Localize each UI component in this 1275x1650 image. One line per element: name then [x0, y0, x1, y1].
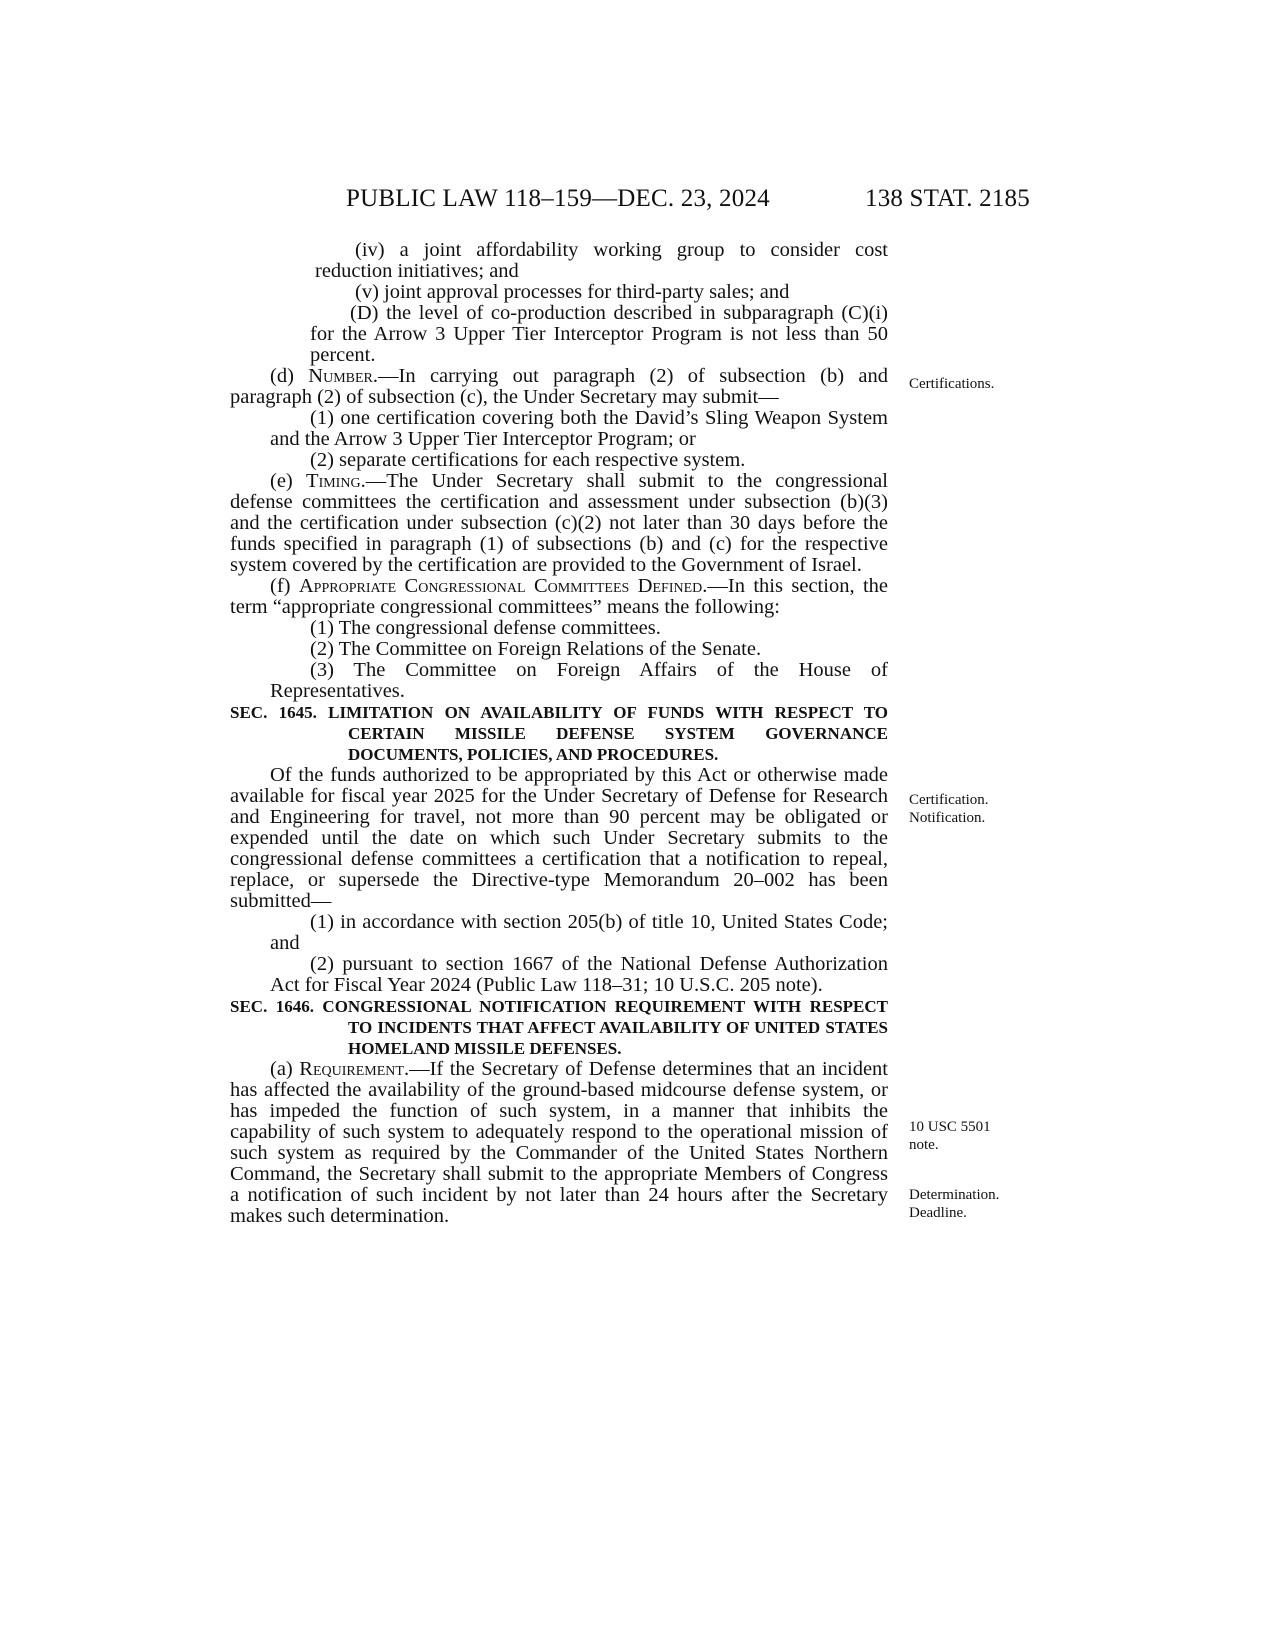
- subsection-e-heading: Timing: [306, 470, 361, 492]
- section-1646-heading: SEC. 1646. CONGRESSIONAL NOTIFICATION REQUIREMENT WITH RESPECT TO INCIDENTS THAT AFFECT AVAILABILITY OF UNITED STATES HOMELAND MISSILE DEFENSES.: [230, 997, 888, 1058]
- section-1645-heading: SEC. 1645. LIMITATION ON AVAILABILITY OF FUNDS WITH RESPECT TO CERTAIN MISSILE DEFENSE SYSTEM GOVERNANCE DOCUMENTS, POLICIES, AND PROCEDURES.: [230, 703, 888, 764]
- subsection-f-item-1: (1) The congressional defense committees.: [310, 617, 661, 639]
- clause-iv: (iv) a joint affordability working group to consider cost reduction initiatives; and: [315, 239, 888, 282]
- margin-note-certifications: [909, 375, 994, 393]
- subparagraph-d: (D) the level of co-production described in subparagraph (C)(i) for the Arrow 3 Upper Tier Interceptor Program is not less than 50 percent.: [310, 302, 888, 366]
- subsection-e-text: .—The Under Secretary shall submit to the congressional defense committees the certification and assessment under subsection (b)(3) and the certification under subsection (c)(2) not later than 30 days before the funds specified in paragraph (1) of subsections (b) and (c) for the respective system covered by the certification are provided to the Government of Israel.: [230, 470, 888, 576]
- page-header: [0, 185, 1275, 225]
- margin-note-text: Notification.: [909, 810, 986, 826]
- subsection-f: [230, 576, 888, 618]
- clause-v: (v) joint approval processes for third-party sales; and: [355, 281, 790, 303]
- margin-note-determination-deadline: [909, 1186, 999, 1222]
- running-title: PUBLIC LAW 118–159—DEC. 23, 2024: [346, 185, 770, 212]
- margin-note-text: note.: [909, 1137, 939, 1153]
- section-1646-subsection-a: [230, 1059, 888, 1227]
- section-1645-item-1: (1) in accordance with section 205(b) of title 10, United States Code; and: [270, 911, 888, 954]
- page-number: 138 STAT. 2185: [865, 185, 1030, 212]
- subsection-f-item-3: (3) The Committee on Foreign Affairs of the House of Representatives.: [270, 659, 888, 702]
- subsection-f-text: .—In this section, the term “appropriate congressional committees” means the following:: [230, 575, 889, 618]
- subsection-f-heading: Appropriate Congressional Committees Defined: [298, 575, 703, 597]
- subsection-d-text: .—In carrying out paragraph (2) of subsection (b) and paragraph (2) of subsection (c), the Under Secretary may submit—: [230, 365, 889, 408]
- margin-note-text: Determination.: [909, 1187, 1000, 1203]
- margin-note-text: Deadline.: [909, 1205, 967, 1221]
- subsection-f-lead: (f): [270, 575, 299, 597]
- margin-note-usc: [909, 1118, 991, 1154]
- subsection-e-lead: (e): [270, 470, 307, 492]
- margin-notes: [909, 0, 1049, 1650]
- margin-note-text: 10 USC 5501: [909, 1119, 991, 1135]
- subsection-d-item-2: (2) separate certifications for each respective system.: [310, 449, 746, 471]
- subsection-d-lead: (d): [270, 365, 309, 387]
- subsection-e: [230, 471, 888, 576]
- main-text: [230, 240, 888, 1227]
- subsection-d-heading: Number: [308, 365, 373, 387]
- subsection-a-lead: (a): [270, 1058, 300, 1080]
- margin-note-text: Certification.: [909, 792, 989, 808]
- margin-note-text: Certifications.: [909, 376, 995, 392]
- subsection-a-text: .—If the Secretary of Defense determines that an incident has affected the availability of the ground-based midcourse defense system, or has impeded the function of such system, in a manner that inhibits the capability of such system to adequately respond to the operational mission of such system as required by the Commander of the United States Northern Command, the Secretary shall submit to the appropriate Members of Congress a notification of such incident by not later than 24 hours after the Secretary makes such determination.: [230, 1058, 888, 1227]
- subsection-a-heading: Requirement: [299, 1058, 404, 1080]
- margin-note-certification-notification: [909, 791, 989, 827]
- section-1645-item-2: (2) pursuant to section 1667 of the National Defense Authorization Act for Fiscal Year 2024 (Public Law 118–31; 10 U.S.C. 205 note).: [270, 953, 888, 996]
- subsection-d-item-1: (1) one certification covering both the David’s Sling Weapon System and the Arrow 3 Upper Tier Interceptor Program; or: [270, 407, 888, 450]
- subsection-f-item-2: (2) The Committee on Foreign Relations of the Senate.: [310, 638, 762, 660]
- section-1645-body: Of the funds authorized to be appropriated by this Act or otherwise made available for fiscal year 2025 for the Under Secretary of Defense for Research and Engineering for travel, not more than 90 percent may be obligated or expended until the date on which such Under Secretary submits to the congressional defense committees a certification that a notification to repeal, replace, or supersede the Directive-type Memorandum 20–002 has been submitted—: [230, 764, 888, 912]
- subsection-d: [230, 366, 888, 408]
